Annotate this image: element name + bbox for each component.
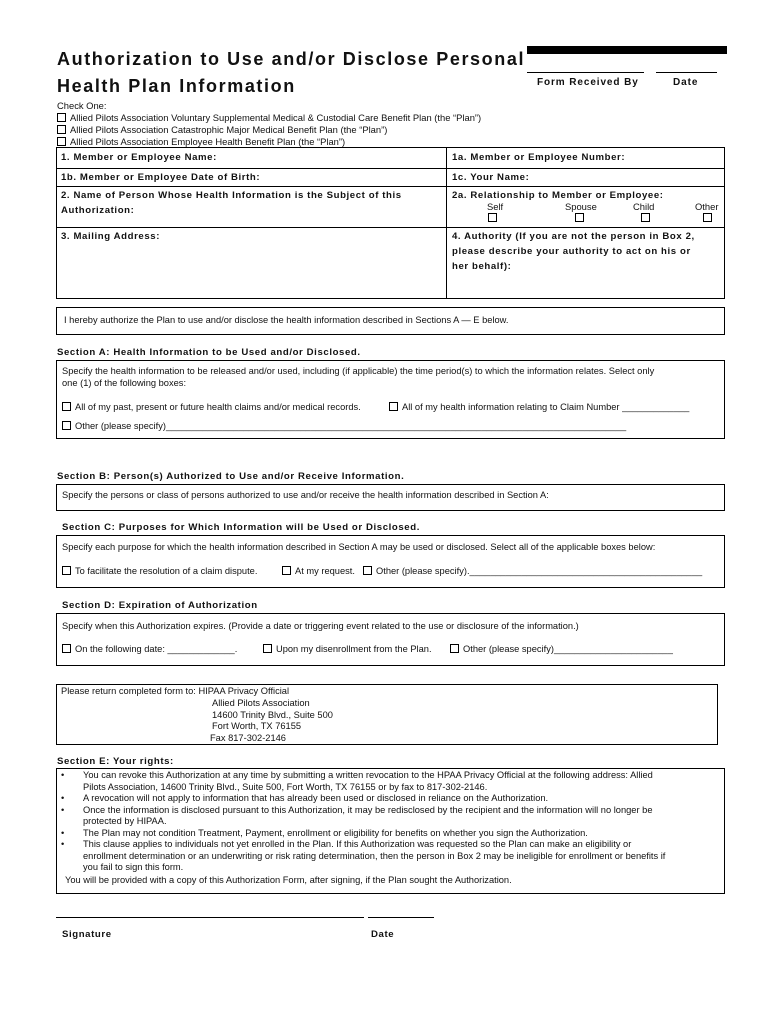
- relationship-other-label: Other: [695, 201, 719, 212]
- section-d-option-other[interactable]: Other (please specify)_______________________: [450, 644, 673, 656]
- section-c-option-claim-dispute[interactable]: To facilitate the resolution of a claim dispute.: [62, 566, 257, 578]
- mailing-address-field[interactable]: 3. Mailing Address:: [61, 231, 161, 242]
- plan-option-voluntary[interactable]: Allied Pilots Association Voluntary Supplemental Medical & Custodial Care Benefit Plan (the “Plan”): [57, 112, 481, 123]
- relationship-child-label: Child: [633, 201, 655, 212]
- signature-label: Signature: [62, 929, 112, 940]
- section-a-header: Section A: Health Information to be Used and/or Disclosed.: [57, 347, 361, 358]
- rights-text: Pilots Association, 14600 Trinity Blvd., Suite 500, Fort Worth, TX 76155 or by fax to 817-302-2146.: [83, 781, 488, 792]
- section-c-option-other[interactable]: Other (please specify)._____________________________________________: [363, 566, 702, 578]
- received-date-label: Date: [673, 77, 699, 88]
- signature-date-line[interactable]: [368, 917, 434, 918]
- section-e-header: Section E: Your rights:: [57, 756, 174, 767]
- signature-line[interactable]: [56, 917, 364, 918]
- member-number-field[interactable]: 1a. Member or Employee Number:: [452, 152, 626, 163]
- member-name-field[interactable]: 1. Member or Employee Name:: [61, 152, 217, 163]
- checkbox[interactable]: [62, 566, 71, 575]
- authority-field[interactable]: [452, 229, 695, 274]
- authority-label: 4. Authority (If you are not the person in Box 2,: [452, 231, 695, 242]
- return-address-city: Fort Worth, TX 76155: [212, 721, 302, 731]
- member-dob-field[interactable]: 1b. Member or Employee Date of Birth:: [61, 172, 261, 183]
- section-c-header: Section C: Purposes for Which Information will be Used or Disclosed.: [62, 522, 420, 533]
- relationship-other-checkbox[interactable]: [703, 213, 712, 222]
- checkbox[interactable]: [282, 566, 291, 575]
- relationship-child-checkbox[interactable]: [641, 213, 650, 222]
- return-address-lines: [212, 698, 333, 744]
- relationship-spouse-label: Spouse: [565, 201, 597, 212]
- grid-row-line: [56, 186, 725, 187]
- rights-item: [57, 793, 721, 805]
- checkbox[interactable]: [62, 421, 71, 430]
- form-title-line2: Health Plan Information: [57, 76, 296, 96]
- rights-text: • You can revoke this Authorization at any time by submitting a written revocation to the HPAA Privacy Official at the following address: Allied: [83, 770, 653, 780]
- section-d-instructions: Specify when this Authorization expires. (Provide a date or triggering event related to the use or disclosure of the information.): [62, 621, 579, 631]
- received-date-line: [656, 72, 717, 73]
- plan-option-employee-health[interactable]: Allied Pilots Association Employee Health Benefit Plan (the “Plan”): [57, 136, 345, 147]
- return-address-street: 14600 Trinity Blvd., Suite 500: [212, 709, 333, 720]
- section-a-instructions: [62, 366, 654, 389]
- section-d-option-disenrollment[interactable]: Upon my disenrollment from the Plan.: [263, 644, 432, 656]
- relationship-self-label: Self: [487, 201, 504, 212]
- authority-label-cont: please describe your authority to act on his or: [452, 246, 691, 257]
- section-a-option-claim-number[interactable]: All of my health information relating to Claim Number _____________: [389, 402, 689, 414]
- section-d-header: Section D: Expiration of Authorization: [62, 600, 258, 611]
- section-e-content: [57, 770, 721, 886]
- return-address-lead: Please return completed form to: HIPAA Privacy Official: [61, 686, 290, 696]
- relationship-label: 2a. Relationship to Member or Employee:: [452, 190, 664, 201]
- checkbox[interactable]: [62, 402, 71, 411]
- plan-option-catastrophic[interactable]: Allied Pilots Association Catastrophic Major Medical Benefit Plan (the “Plan”): [57, 124, 387, 135]
- section-c-option-my-request[interactable]: At my request.: [282, 566, 355, 578]
- checkbox[interactable]: [57, 113, 66, 122]
- return-address-fax: Fax 817-302-2146: [210, 732, 286, 743]
- authority-label-end: her behalf):: [452, 261, 512, 272]
- rights-text: • This clause applies to individuals not yet enrolled in the Plan. If this Authorization was requested so the Plan can make an eligibility or: [83, 839, 632, 849]
- rights-text: enrollment determination or an underwriting or risk rating determination, then the person in Box 2 may be ineligible for enrollment or benefits if: [83, 850, 666, 861]
- your-name-field[interactable]: 1c. Your Name:: [452, 172, 530, 183]
- checkbox[interactable]: [389, 402, 398, 411]
- rights-item: [57, 839, 721, 874]
- checkbox[interactable]: [363, 566, 372, 575]
- form-received-by-line: [527, 72, 644, 73]
- relationship-self-checkbox[interactable]: [488, 213, 497, 222]
- rights-text: protected by HIPAA.: [83, 816, 167, 826]
- subject-person-field[interactable]: [61, 188, 402, 218]
- header-bar: [527, 46, 727, 54]
- check-one-label: Check One:: [57, 100, 107, 111]
- return-address-org: Allied Pilots Association: [212, 698, 310, 708]
- subject-person-label-cont: Authorization:: [61, 205, 135, 216]
- rights-closing: You will be provided with a copy of this Authorization Form, after signing, if the Plan sought the Authorization.: [65, 874, 512, 885]
- rights-text: you fail to sign this form.: [83, 862, 184, 872]
- section-c-instructions: Specify each purpose for which the health information described in Section A may be used or disclosed. Select all of the applicable boxes below:: [62, 542, 656, 552]
- section-a-option-other[interactable]: Other (please specify)_________________________________________________________________________________________: [62, 421, 626, 433]
- section-d-option-date[interactable]: On the following date: _____________.: [62, 644, 237, 656]
- rights-text: • Once the information is disclosed pursuant to this Authorization, it may be redisclosed by the recipient and the information will no longer be: [83, 804, 653, 815]
- signature-date-label: Date: [371, 929, 395, 940]
- checkbox[interactable]: [450, 644, 459, 653]
- subject-person-label: 2. Name of Person Whose Health Information is the Subject of this: [61, 190, 402, 201]
- rights-list: [57, 770, 721, 874]
- rights-text: • The Plan may not condition Treatment, Payment, enrollment or eligibility for benefits on whether you sign the Authorization.: [83, 827, 588, 838]
- form-title-line1: Authorization to Use and/or Disclose Personal: [57, 49, 526, 69]
- checkbox[interactable]: [263, 644, 272, 653]
- section-a-option-all-records[interactable]: All of my past, present or future health claims and/or medical records.: [62, 402, 361, 414]
- rights-item: [57, 770, 721, 793]
- checkbox[interactable]: [57, 137, 66, 146]
- form-received-by-label: Form Received By: [537, 77, 639, 88]
- checkbox[interactable]: [57, 125, 66, 134]
- grid-row-line: [56, 227, 725, 228]
- rights-item: [57, 805, 721, 828]
- grid-row-line: [56, 168, 725, 169]
- checkbox[interactable]: [62, 644, 71, 653]
- form-title: [57, 46, 525, 100]
- grid-divider: [446, 147, 447, 299]
- section-b-header: Section B: Person(s) Authorized to Use and/or Receive Information.: [57, 471, 405, 482]
- section-a-instructions-line1: Specify the health information to be released and/or used, including (if applicable) the time period(s) to which the information relates. Select only: [62, 366, 655, 376]
- rights-item: [57, 828, 721, 840]
- rights-text: • A revocation will not apply to information that has already been used or disclosed in reliance on the Authorization.: [83, 793, 549, 803]
- section-a-instructions-line2: one (1) of the following boxes:: [62, 377, 187, 388]
- section-b-instructions: Specify the persons or class of persons authorized to use and/or receive the health information described in Section A:: [62, 490, 549, 500]
- relationship-spouse-checkbox[interactable]: [575, 213, 584, 222]
- authorization-statement: I hereby authorize the Plan to use and/or disclose the health information described in Sections A — E below.: [64, 315, 509, 325]
